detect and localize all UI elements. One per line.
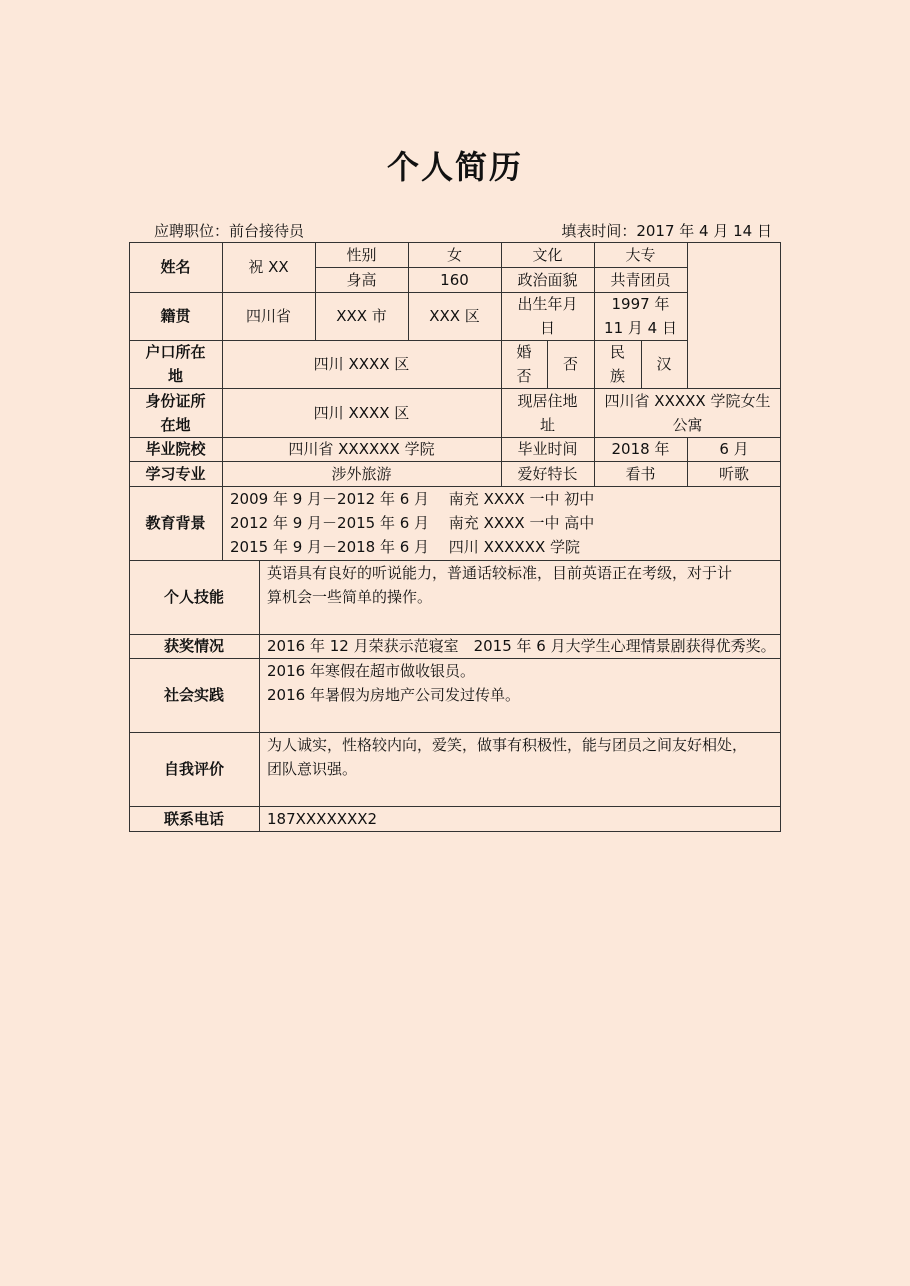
self-eval-line: 团队意识强。 xyxy=(267,760,358,778)
self-eval-content xyxy=(259,732,781,806)
marital-value: 否 xyxy=(562,355,578,373)
major-label: 学习专业 xyxy=(145,464,206,483)
birth-label: 出生年月日 xyxy=(517,295,578,337)
residence-value: 四川省 XXXXX 学院女生公寓 xyxy=(604,391,771,434)
native-label: 籍贯 xyxy=(160,307,191,325)
skills-line: 算机会一些简单的操作。 xyxy=(267,588,433,606)
height-value: 160 xyxy=(440,270,469,289)
hobby-1: 看书 xyxy=(625,464,656,483)
grad-year: 2018 年 xyxy=(611,440,670,458)
phone-label: 联系电话 xyxy=(163,810,224,828)
native-district: XXX 区 xyxy=(429,307,480,325)
school-label: 毕业院校 xyxy=(145,440,206,458)
skills-line: 英语具有良好的听说能力，普通话较标准，目前英语正在考级，对于计 xyxy=(267,564,733,582)
grad-month: 6 月 xyxy=(719,440,749,458)
practice-content xyxy=(259,658,781,732)
edu-bg-line: 2012 年 9 月－2015 年 6 月 南充 XXXX 一中 高中 xyxy=(230,514,595,532)
hukou-label: 户口所在地 xyxy=(145,343,206,385)
major-value: 涉外旅游 xyxy=(331,464,392,483)
edu-bg-content xyxy=(222,486,781,560)
edu-bg-label: 教育背景 xyxy=(145,514,206,532)
self-eval-label: 自我评价 xyxy=(163,760,224,778)
position-applied: 应聘职位：前台接待员 xyxy=(154,222,305,240)
gender-value: 女 xyxy=(446,245,462,264)
page-title: 个人简历 xyxy=(386,148,523,186)
practice-line: 2016 年寒假在超市做收银员。 xyxy=(267,662,475,680)
phone-value: 187XXXXXXX2 xyxy=(267,810,378,828)
ethnicity-label: 民族 xyxy=(609,343,625,385)
hobby-label: 爱好特长 xyxy=(517,464,578,483)
education-value: 大专 xyxy=(625,245,656,264)
birth-value: 1997 年 11 月 4 日 xyxy=(604,295,677,337)
hukou-value: 四川 XXXX 区 xyxy=(313,355,410,373)
skills-content xyxy=(259,560,781,634)
id-location-label: 身份证所在地 xyxy=(145,391,206,434)
hobby-2: 听歌 xyxy=(718,464,749,483)
name-value: 祝 XX xyxy=(248,258,289,276)
gender-label: 性别 xyxy=(346,245,377,264)
name-label: 姓名 xyxy=(160,258,191,276)
residence-label: 现居住地址 xyxy=(517,391,578,434)
practice-label: 社会实践 xyxy=(163,686,224,704)
height-label: 身高 xyxy=(346,270,377,289)
awards-label: 获奖情况 xyxy=(163,637,224,655)
grad-time-label: 毕业时间 xyxy=(517,440,578,458)
ethnicity-value: 汉 xyxy=(656,355,672,373)
fill-date: 填表时间：2017 年 4 月 14 日 xyxy=(561,222,772,240)
awards-value: 2016 年 12 月荣获示范寝室 2015 年 6 月大学生心理情景剧获得优秀奖。 xyxy=(267,637,776,655)
practice-line: 2016 年暑假为房地产公司发过传单。 xyxy=(267,686,520,704)
resume-table xyxy=(129,242,781,832)
marital-label: 婚否 xyxy=(516,343,532,385)
self-eval-line: 为人诚实，性格较内向，爱笑，做事有积极性，能与团员之间友好相处， xyxy=(267,736,748,754)
school-value: 四川省 XXXXXX 学院 xyxy=(288,440,435,458)
skills-label: 个人技能 xyxy=(163,588,224,606)
edu-bg-line: 2009 年 9 月－2012 年 6 月 南充 XXXX 一中 初中 xyxy=(230,490,595,508)
native-city: XXX 市 xyxy=(336,307,387,325)
political-label: 政治面貌 xyxy=(517,270,578,289)
id-location-value: 四川 XXXX 区 xyxy=(313,403,410,422)
edu-bg-line: 2015 年 9 月－2018 年 6 月 四川 XXXXXX 学院 xyxy=(230,538,581,556)
political-value: 共青团员 xyxy=(610,270,671,289)
native-province: 四川省 xyxy=(245,307,291,325)
education-label: 文化 xyxy=(532,245,563,264)
